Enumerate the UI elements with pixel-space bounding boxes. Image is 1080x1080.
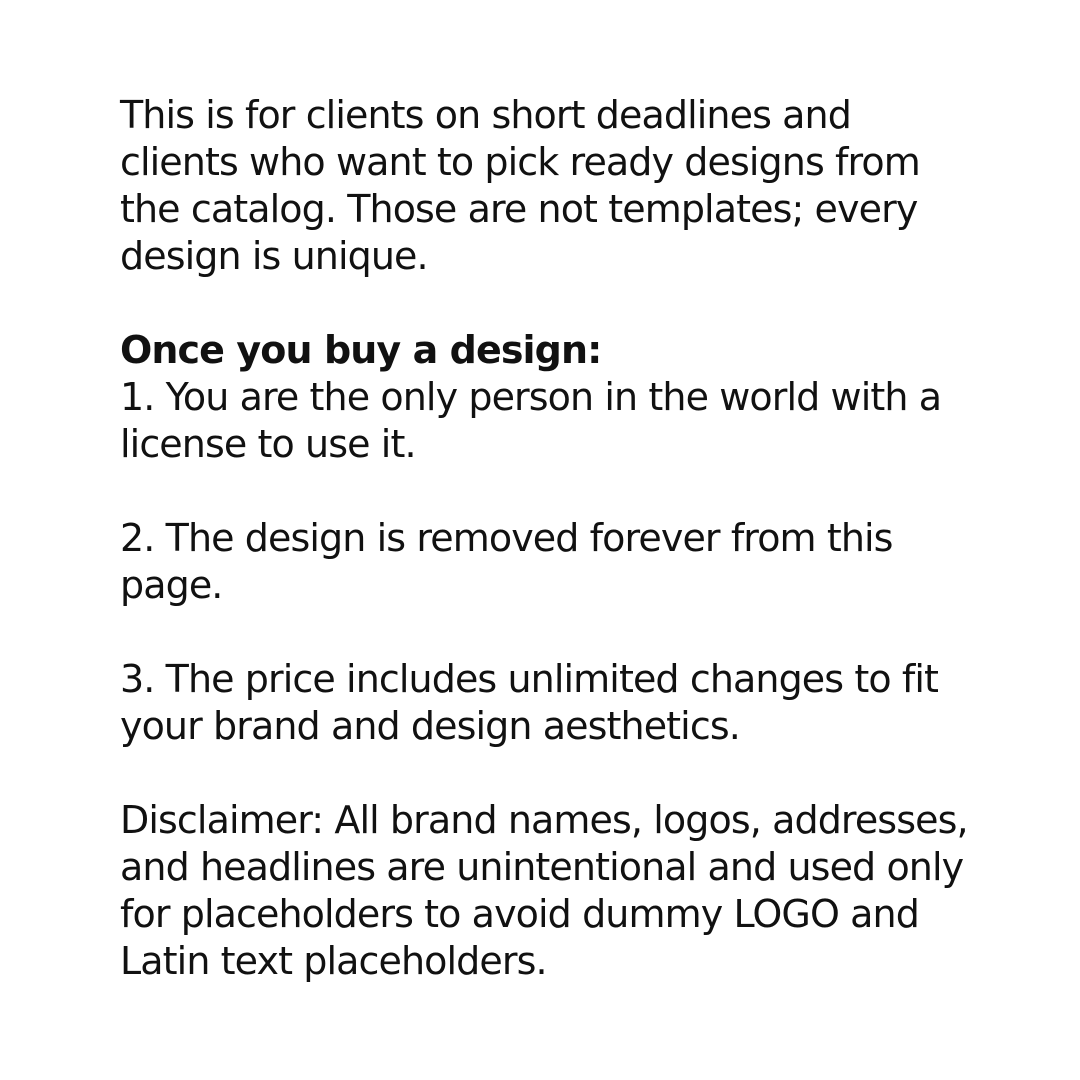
terms-heading: Once you buy a design: [120,328,602,372]
document-body [120,92,970,985]
disclaimer-paragraph: Disclaimer: All brand names, logos, addresses, and headlines are unintentional and used only for placeholders to avoid dummy LOGO and Latin text placeholders. [120,798,968,983]
intro-paragraph: This is for clients on short deadlines and clients who want to pick ready designs from the catalog. Those are not templates; every design is unique. [120,93,920,278]
terms-item-2: 2. The design is removed forever from this page. [120,516,893,607]
terms-item-3: 3. The price includes unlimited changes to fit your brand and design aesthetics. [120,657,939,748]
terms-item-1: 1. You are the only person in the world with a license to use it. [120,375,942,466]
